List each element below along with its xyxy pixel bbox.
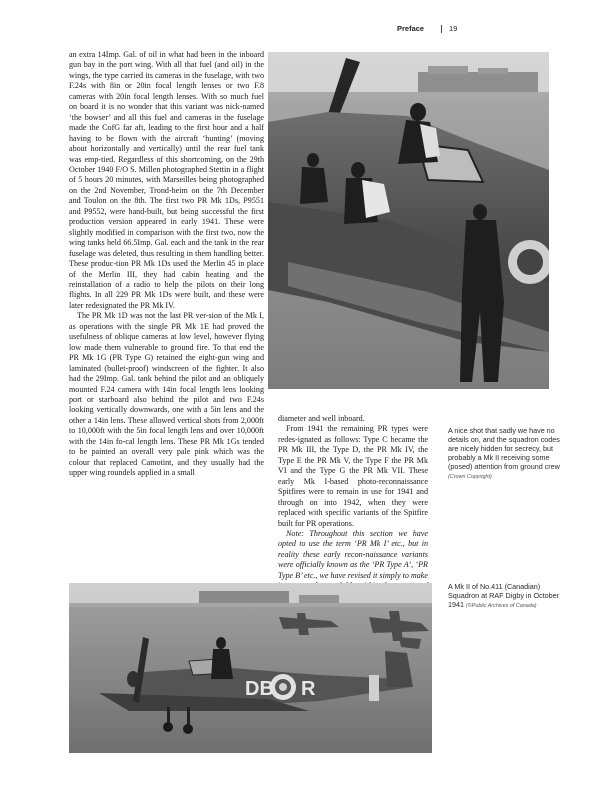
photo-squadron-spitfires xyxy=(69,583,432,753)
body-paragraph: diameter and well inboard. xyxy=(278,414,365,423)
photo-spitfire-ground-crew-image xyxy=(268,52,549,389)
page-header xyxy=(0,24,600,36)
text-column-middle xyxy=(278,414,428,602)
photo-caption-top xyxy=(448,426,560,482)
text-column-left xyxy=(69,50,264,479)
aircraft-code-left: DB xyxy=(245,678,274,700)
body-paragraph: The PR Mk 1D was not the last PR ver-sion of the Mk I, as operations with the single PR Mk 1E had proved the usefulness of oblique cameras at low level, however flying low made them vulnerable to ground fire. To that end the PR Mk 1G (PR Type G) retained the eight-gun wing and laminated (bullet-proof) windscreen of the fighter. It also had the 29Imp. Gal. tank behind the pilot and an obliquely mounted F.24 camera with 14in focal length lens looking port or starboard also behind the pilot and two F.24s looking vertically downwards, one with a 5in lens and the other a 14in lens. These allowed vertical shots from 2,000ft to 10,000ft with the 5in focal length lens and over 10,000ft with the 14in fo-cal length lens. These PR Mk 1Gs tended to be painted an overall very pale pink which was the colour that replaced Camotint, and they usually had the upper wing roundels applied in a small xyxy=(69,311,264,478)
body-paragraph: From 1941 the remaining PR types were redes-ignated as follows: Type C became the PR Mk III, the Type D, the PR Mk IV, the Type E the PR Mk V, the Type F the PR Mk VI and the Type G the PR Mk VII. These early Mk I-based photo-reconnaissance Spitfires were to remain in use for 1941 and through on into 1942, when they were replaced with specific variants of the Spitfire built for PR operations. xyxy=(278,424,428,528)
caption-text: A nice shot that sadly we have no details on, and the squadron codes are nicely hidden for secrecy, but probably a Mk II receiving some (posed) attention from ground crew xyxy=(448,426,560,471)
editorial-note: Note: Throughout this section we have opted to use the term ‘PR Mk I’ etc., but in reality these early recon-naissance variants were officially known as the ‘PR Type A’, ‘PR Type B’ etc., we have revised it simply to make xyxy=(278,528,428,580)
caption-credit: (Crown Copyright) xyxy=(448,474,492,480)
aircraft-code-right: R xyxy=(301,678,316,700)
photo-spitfire-ground-crew xyxy=(268,52,549,389)
body-paragraph: an extra 14Imp. Gal. of oil in what had been in the inboard gun bay in the port wing. With all that fuel (and oil) in the wings, the type carried its cameras in the fuselage, with two F.24s with 8in or 20in focal length lenses or two F.8 cameras with 20in focal length lenses. With so much fuel on board it is no wonder that this variant was nick-named ‘the bowser’ and all this fuel and cameras in the fuselage made the CofG far aft, leading to the first hour and a half having to be flown with the aircraft ‘hunting’ (moving about horizontally and vertically) until the rear fuel tank was emp-tied. Regardless of this shortcoming, on the 29th October 1940 F/O S. Millen photographed Stettin in a flight of 5 hours 20 minutes, with Marseilles being photographed on the 2nd November, Trond-heim on the 7th December and Toulon on the 8th. The first two PR Mk 1Ds, P9551 and P9552, were hand-built, but being successful the first production version appeared in early 1941. These were slightly modified in comparison with the first two, now the wing tanks held 66.5Imp. Gal. each and the tank in the rear fuselage was deleted, thus resulting in them handling better. These produc-tion PR Mk 1Ds used the Merlin 45 in place of the Merlin III, they had cabin heating and the reinstallation of a radio to help the pilots on their long flights. In all 229 PR Mk 1Ds were built, and these were later redesignated the PR Mk IV. xyxy=(69,50,264,310)
photo-squadron-spitfires-image xyxy=(69,583,432,753)
caption-text: A Mk II of No.411 (Canadian) Squadron at RAF Digby in October 1941 xyxy=(448,582,560,609)
page-number: 19 xyxy=(449,24,458,33)
photo-caption-bottom xyxy=(448,582,560,611)
section-title: Preface xyxy=(397,24,425,33)
caption-credit: (©Public Archives of Canada) xyxy=(466,603,537,609)
header-divider xyxy=(441,25,442,33)
